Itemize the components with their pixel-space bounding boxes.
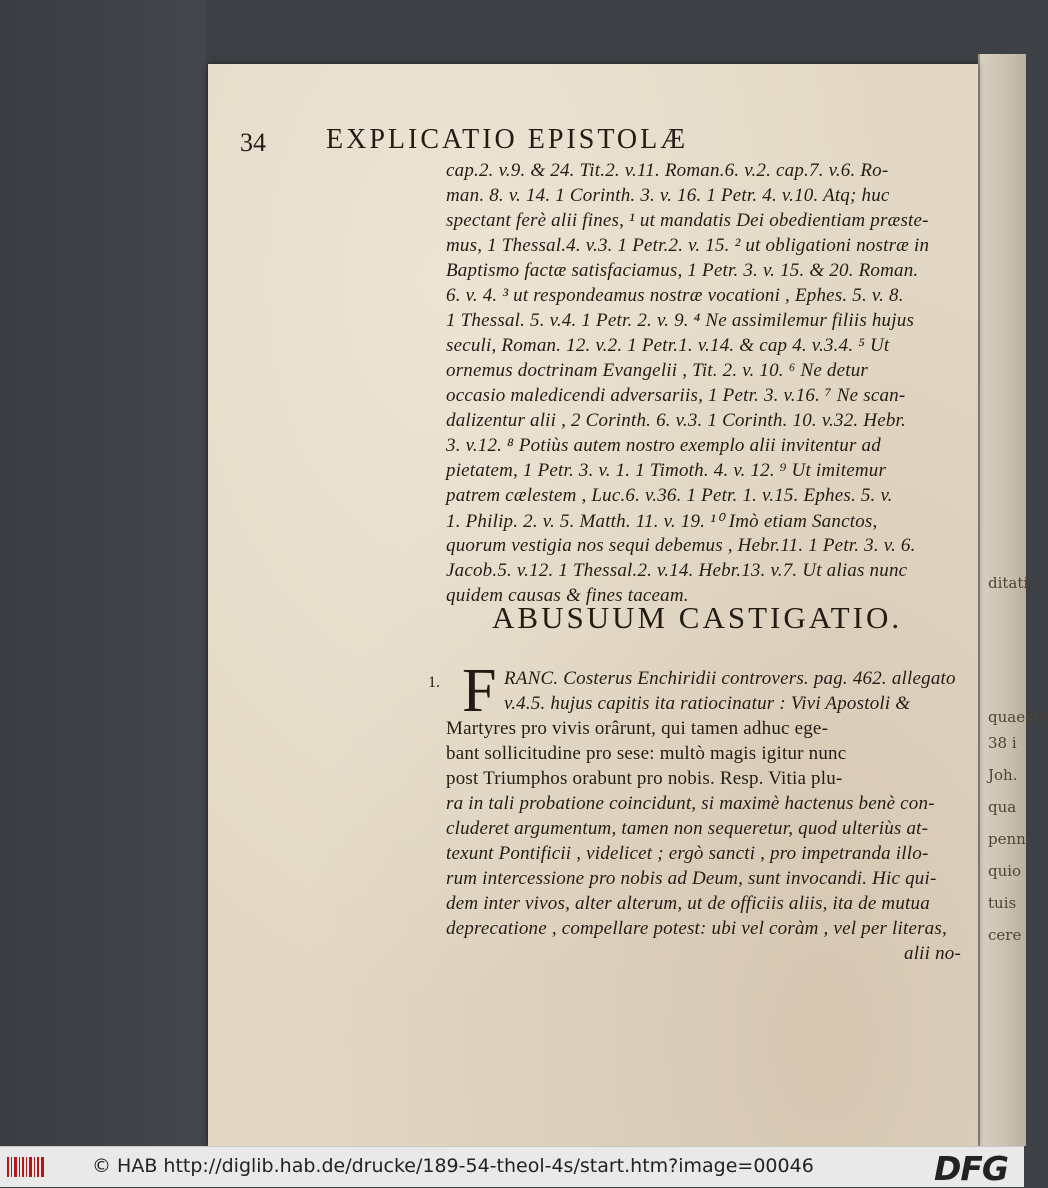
text-line: seculi, Roman. 12. v.2. 1 Petr.1. v.14. & cap 4. v.3.4. ⁵ Ut <box>446 335 890 356</box>
text-line: occasio maledicendi adversariis, 1 Petr. 3. v.16. ⁷ Ne scan- <box>446 385 906 406</box>
text-line: 6. v. 4. ³ ut respondeamus nostræ vocationi , Ephes. 5. v. 8. <box>446 285 904 306</box>
margin-number: 1. <box>428 674 440 691</box>
text-line: quidem causas & fines taceam. <box>446 585 689 606</box>
scanner-background <box>0 0 206 1146</box>
text-line: 3. v.12. ⁸ Potiùs autem nostro exemplo alii invitentur ad <box>446 435 881 456</box>
next-page-fragment: Joh. <box>988 766 1018 784</box>
text-line: post Triumphos orabunt pro nobis. Resp. Vitia plu- <box>446 768 843 789</box>
text-line: texunt Pontificii , videlicet ; ergò sancti , pro impetranda illo- <box>446 843 929 864</box>
text-line: dalizentur alii , 2 Corinth. 6. v.3. 1 Corinth. 10. v.32. Hebr. <box>446 410 906 431</box>
next-page-fragment: penn <box>988 830 1026 848</box>
copyright-url[interactable]: © HAB http://diglib.hab.de/drucke/189-54-theol-4s/start.htm?image=00046 <box>92 1155 814 1177</box>
text-line: ra in tali probatione coincidunt, si maximè hactenus benè con- <box>446 793 935 814</box>
drop-cap: F <box>462 657 497 725</box>
next-page-edge <box>978 54 1048 1146</box>
text-line: Baptismo factæ satisfaciamus, 1 Petr. 3. v. 15. & 20. Roman. <box>446 260 919 281</box>
running-head: EXPLICATIO EPISTOLÆ <box>326 124 689 155</box>
next-page-fragment: quio <box>988 862 1022 880</box>
text-line: bant sollicitudine pro sese: multò magis igitur nunc <box>446 743 847 764</box>
text-line: v.4.5. hujus capitis ita ratiocinatur : Vivi Apostoli & <box>504 693 911 714</box>
text-line: quorum vestigia nos sequi debemus , Hebr.11. 1 Petr. 3. v. 6. <box>446 535 916 556</box>
text-line: Jacob.5. v.12. 1 Thessal.2. v.14. Hebr.13. v.7. Ut alias nunc <box>446 560 908 581</box>
text-line: 1. Philip. 2. v. 5. Matth. 11. v. 19. ¹⁰ Imò etiam Sanctos, <box>446 511 878 532</box>
page-number: 34 <box>240 128 266 157</box>
text-line: cap.2. v.9. & 24. Tit.2. v.11. Roman.6. v.2. cap.7. v.6. Ro- <box>446 160 889 181</box>
text-line: spectant ferè alii fines, ¹ ut mandatis Dei obedientiam præste- <box>446 210 929 231</box>
text-line: RANC. Costerus Enchiridii controvers. pag. 462. allegato <box>504 668 956 689</box>
next-page-fragment: ditati <box>988 574 1029 592</box>
text-line: rum intercessione pro nobis ad Deum, sunt invocandi. Hic qui- <box>446 868 937 889</box>
text-line: ornemus doctrinam Evangelii , Tit. 2. v. 10. ⁶ Ne detur <box>446 360 869 381</box>
catchword: alii no- <box>904 943 962 964</box>
next-page-fragment: 38 i <box>988 734 1017 752</box>
text-line: Martyres pro vivis orârunt, qui tamen adhuc ege- <box>446 718 829 739</box>
footer-bar <box>0 1146 1024 1187</box>
text-line: mus, 1 Thessal.4. v.3. 1 Petr.2. v. 15. ² ut obligationi nostræ in <box>446 235 930 256</box>
text-line: cluderet argumentum, tamen non sequeretur, quod ulteriùs at- <box>446 818 929 839</box>
next-page-fragment: tuis <box>988 894 1017 912</box>
next-page-fragment: cere <box>988 926 1022 944</box>
barcode-icon <box>6 1155 46 1179</box>
text-line: dem inter vivos, alter alterum, ut de officiis aliis, ita de mutua <box>446 893 930 914</box>
section-heading: ABUSUUM CASTIGATIO. <box>492 600 903 635</box>
text-line: pietatem, 1 Petr. 3. v. 1. 1 Timoth. 4. v. 12. ⁹ Ut imitemur <box>446 460 887 481</box>
next-page-fragment: qua <box>988 798 1017 816</box>
text-line: patrem cælestem , Luc.6. v.36. 1 Petr. 1. v.15. Ephes. 5. v. <box>446 485 893 506</box>
next-page-fragment: quaesto <box>988 708 1048 726</box>
text-line: 1 Thessal. 5. v.4. 1 Petr. 2. v. 9. ⁴ Ne assimilemur filiis hujus <box>446 310 915 331</box>
text-line: deprecatione , compellare potest: ubi vel coràm , vel per literas, <box>446 918 947 939</box>
text-line: man. 8. v. 14. 1 Corinth. 3. v. 16. 1 Petr. 4. v.10. Atq; huc <box>446 185 890 206</box>
dfg-logo: DFG <box>934 1149 1009 1188</box>
